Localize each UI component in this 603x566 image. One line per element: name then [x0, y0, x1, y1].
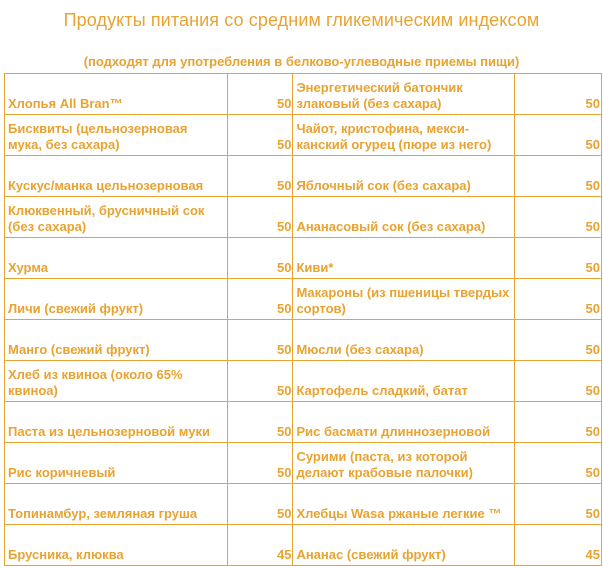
- page-subtitle: (подходят для употребления в белково-углеводные приемы пищи): [83, 54, 520, 69]
- table-row: [5, 484, 602, 525]
- gi-value-cell: 50: [228, 320, 293, 361]
- food-name-cell: Личи (свежий фрукт): [5, 279, 228, 320]
- table-row: [5, 361, 602, 402]
- gi-value-cell: 50: [514, 320, 601, 361]
- food-name-cell: Сурими (паста, из которой делают крабовые палочки): [293, 443, 514, 484]
- table-row: [5, 443, 602, 484]
- gi-value-cell: 50: [228, 402, 293, 443]
- food-name-cell: Хлопья All Bran™: [5, 74, 228, 115]
- food-name-cell: Кускус/манка цельнозерновая: [5, 156, 228, 197]
- gi-value-cell: 50: [228, 443, 293, 484]
- gi-value-cell: 50: [228, 484, 293, 525]
- gi-value-cell: 50: [228, 115, 293, 156]
- gi-value-cell: 50: [514, 156, 601, 197]
- gi-value-cell: 50: [228, 197, 293, 238]
- gi-value-cell: 50: [514, 238, 601, 279]
- food-name-cell: Мюсли (без сахара): [293, 320, 514, 361]
- table-row: [5, 279, 602, 320]
- table-row: [5, 74, 602, 115]
- gi-value-cell: 50: [228, 74, 293, 115]
- table-row: [5, 320, 602, 361]
- table-row: [5, 525, 602, 566]
- gi-value-cell: 50: [228, 279, 293, 320]
- gi-value-cell: 50: [514, 402, 601, 443]
- food-name-cell: Яблочный сок (без сахара): [293, 156, 514, 197]
- food-name-cell: Киви*: [293, 238, 514, 279]
- gi-value-cell: 50: [514, 279, 601, 320]
- gi-value-cell: 45: [514, 525, 601, 566]
- food-name-cell: Топинамбур, земляная груша: [5, 484, 228, 525]
- gi-value-cell: 50: [514, 115, 601, 156]
- table-row: [5, 115, 602, 156]
- page-title: Продукты питания со средним гликемическим индексом: [63, 10, 540, 30]
- food-name-cell: Ананас (свежий фрукт): [293, 525, 514, 566]
- food-name-cell: Хурма: [5, 238, 228, 279]
- food-name-cell: Бисквиты (цельнозерновая мука, без сахара): [5, 115, 228, 156]
- food-name-cell: Клюквенный, брусничный сок (без сахара): [5, 197, 228, 238]
- gi-value-cell: 45: [228, 525, 293, 566]
- food-name-cell: Паста из цельнозерновой муки: [5, 402, 228, 443]
- table-row: [5, 156, 602, 197]
- gi-value-cell: 50: [514, 443, 601, 484]
- food-name-cell: Картофель сладкий, батат: [293, 361, 514, 402]
- gi-value-cell: 50: [228, 156, 293, 197]
- food-name-cell: Хлеб из квиноа (около 65% квиноа): [5, 361, 228, 402]
- food-name-cell: Хлебцы Wasa ржаные легкие ™: [293, 484, 514, 525]
- food-name-cell: Макароны (из пшеницы твердых сортов): [293, 279, 514, 320]
- gi-value-cell: 50: [228, 238, 293, 279]
- food-name-cell: Рис басмати длиннозерновой: [293, 402, 514, 443]
- food-name-cell: Рис коричневый: [5, 443, 228, 484]
- food-name-cell: Чайот, кристофина, мекси-канский огурец (пюре из него): [293, 115, 514, 156]
- gi-value-cell: 50: [514, 484, 601, 525]
- table-row: [5, 197, 602, 238]
- food-name-cell: Энергетический батончик злаковый (без сахара): [293, 74, 514, 115]
- food-name-cell: Ананасовый сок (без сахара): [293, 197, 514, 238]
- glycemic-index-table: [4, 73, 602, 566]
- table-row: [5, 238, 602, 279]
- gi-value-cell: 50: [514, 197, 601, 238]
- gi-value-cell: 50: [514, 361, 601, 402]
- food-name-cell: Брусника, клюква: [5, 525, 228, 566]
- gi-value-cell: 50: [514, 74, 601, 115]
- gi-value-cell: 50: [228, 361, 293, 402]
- table-row: [5, 402, 602, 443]
- food-name-cell: Манго (свежий фрукт): [5, 320, 228, 361]
